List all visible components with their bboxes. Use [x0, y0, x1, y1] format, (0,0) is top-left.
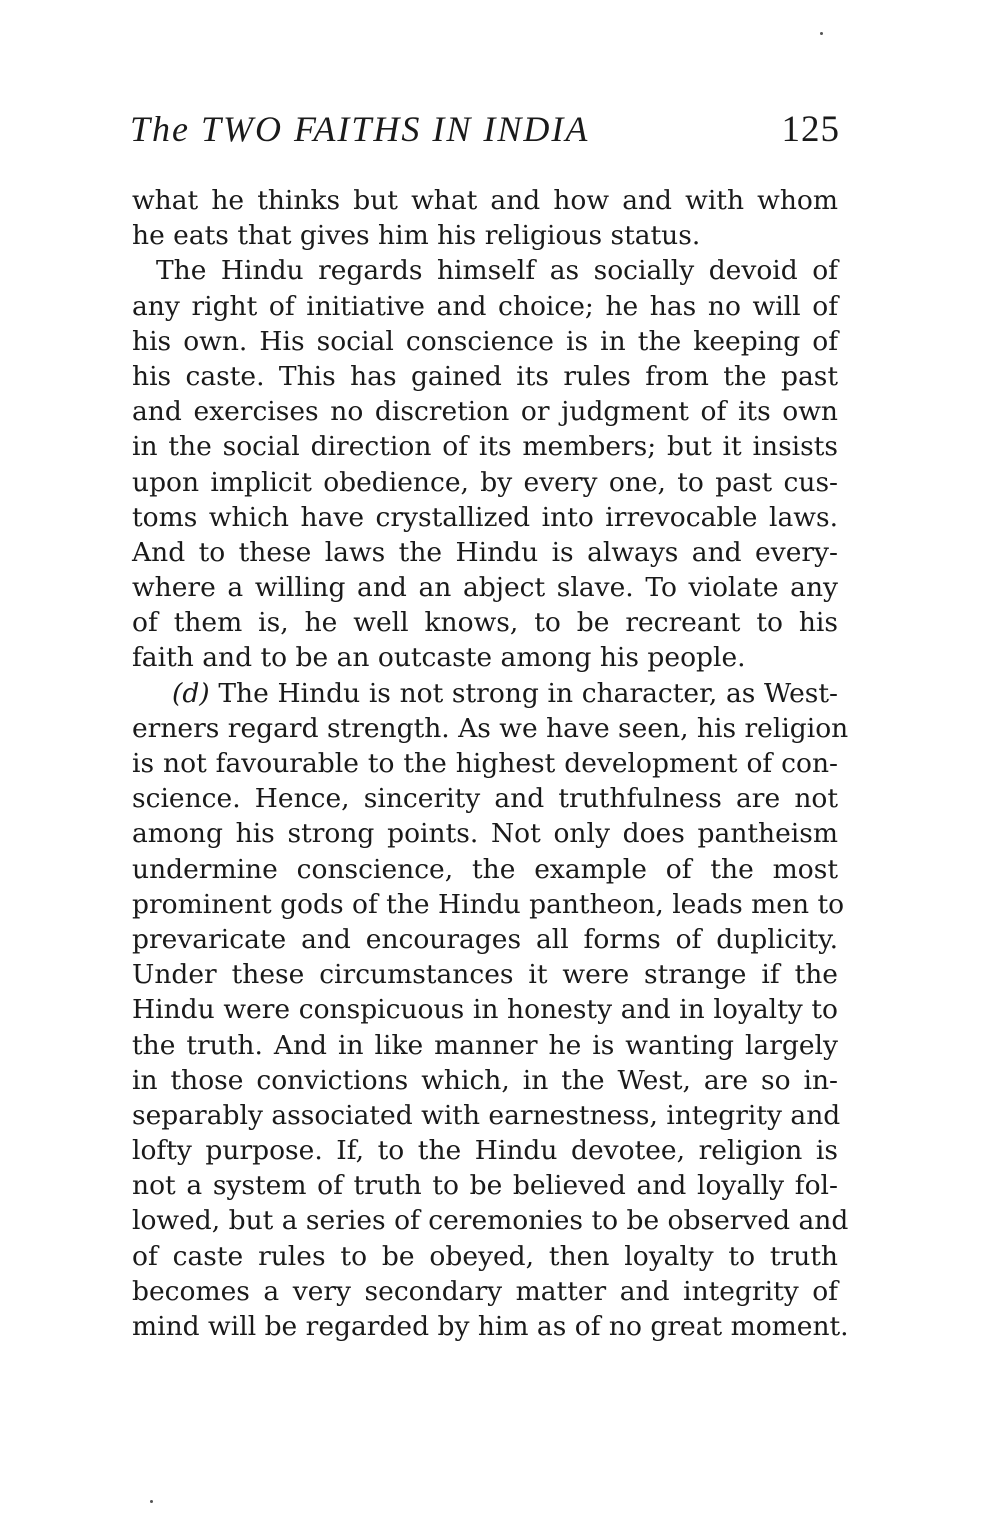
text-line: science. Hence, sincerity and truthfulness are not: [132, 783, 838, 815]
text-line: among his strong points. Not only does pantheism: [132, 818, 838, 850]
section-marker: (d): [172, 677, 210, 709]
text-line: where a willing and an abject slave. To violate any: [132, 572, 838, 604]
text-line: prominent gods of the Hindu pantheon, leads men to: [132, 888, 845, 920]
text-line: of caste rules to be obeyed, then loyalty to truth: [132, 1240, 838, 1272]
text-line: lowed, but a series of ceremonies to be observed and: [132, 1205, 849, 1237]
text-line: is not favourable to the highest development of con-: [132, 748, 838, 779]
scan-speck: [150, 1500, 153, 1503]
text-line: undermine conscience, the example of the most: [132, 853, 838, 885]
text-line: and exercises no discretion or judgment of its own: [132, 396, 838, 428]
text-line: separably associated with earnestness, integrity and: [132, 1099, 841, 1131]
text-line-with-marker: [132, 676, 838, 711]
page-number: 125: [781, 109, 840, 150]
text-line: not a system of truth to be believed and loyally fol-: [132, 1170, 838, 1202]
text-line: erners regard strength. As we have seen, his religion: [132, 712, 849, 744]
scan-speck: [820, 32, 823, 35]
body-text: [132, 183, 849, 1344]
running-head: [130, 108, 840, 158]
text-line: Hindu were conspicuous in honesty and in loyalty to: [132, 994, 838, 1026]
text-line: of them is, he well knows, to be recreant to his: [132, 607, 838, 639]
text-line: the truth. And in like manner he is wanting largely: [132, 1029, 838, 1061]
text-line: lofty purpose. If, to the Hindu devotee, religion is: [132, 1135, 838, 1167]
text-line-rest: The Hindu is not strong in character, as West-: [218, 677, 838, 709]
text-line: he eats that gives him his religious status.: [132, 220, 701, 252]
running-title: The TWO FAITHS IN INDIA: [130, 109, 590, 149]
text-line: any right of initiative and choice; he has no will of: [132, 290, 838, 322]
text-line: his caste. This has gained its rules from the past: [132, 360, 838, 392]
text-line: mind will be regarded by him as of no great moment.: [132, 1311, 849, 1342]
text-line: Under these circumstances it were strange if the: [132, 959, 838, 991]
text-line: in those convictions which, in the West, are so in-: [132, 1064, 838, 1096]
text-line: his own. His social conscience is in the keeping of: [132, 325, 838, 357]
text-line: what he thinks but what and how and with whom: [132, 185, 838, 216]
text-line: prevaricate and encourages all forms of duplicity.: [132, 923, 838, 955]
text-line: toms which have crystallized into irrevocable laws.: [132, 501, 838, 533]
text-line: faith and to be an outcaste among his people.: [132, 642, 746, 674]
text-line: upon implicit obedience, by every one, to past cus-: [132, 466, 838, 498]
text-line: becomes a very secondary matter and integrity of: [132, 1275, 838, 1307]
text-line: The Hindu regards himself as socially devoid of: [156, 255, 838, 287]
text-line: And to these laws the Hindu is always and every-: [132, 536, 838, 568]
text-line: in the social direction of its members; but it insists: [132, 431, 838, 463]
